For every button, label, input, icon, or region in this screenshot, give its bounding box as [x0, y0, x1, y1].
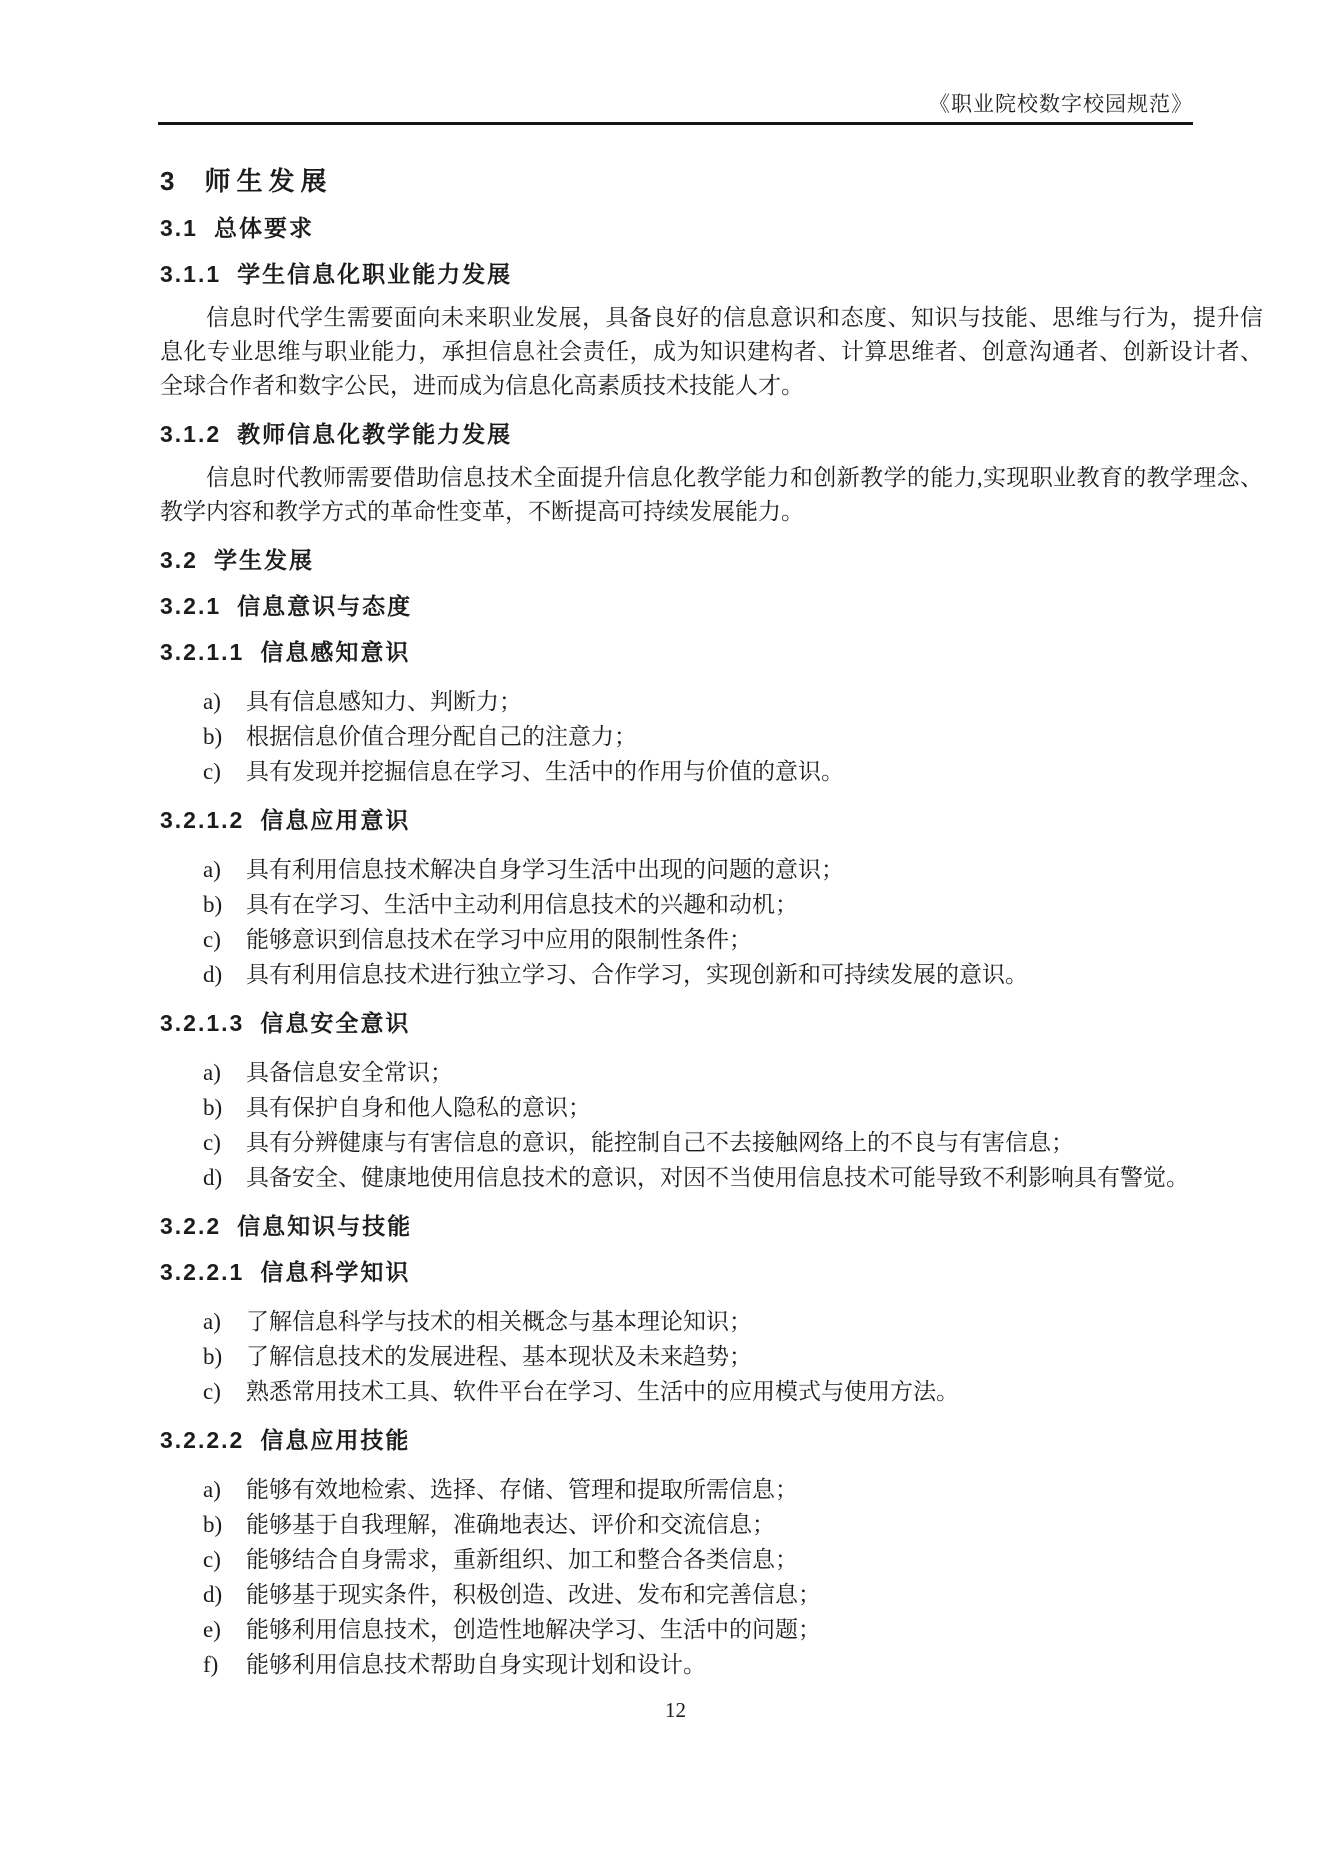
item-text: 具有保护自身和他人隐私的意识；: [246, 1095, 591, 1120]
item-text: 熟悉常用技术工具、软件平台在学习、生活中的应用模式与使用方法。: [246, 1379, 959, 1404]
clause-list: [203, 852, 1263, 992]
item-marker: a): [203, 1477, 221, 1502]
list-item: [203, 957, 1263, 992]
section-title: 信息应用意识: [260, 807, 411, 833]
item-marker: b): [203, 1095, 223, 1120]
clause-list: [203, 684, 1263, 789]
item-marker: f): [203, 1652, 219, 1677]
body-paragraph: 信息时代学生需要面向未来职业发展，具备良好的信息意识和态度、知识与技能、思维与行为，提升信息化专业思维与职业能力，承担信息社会责任，成为知识建构者、计算思维者、创意沟通者、创新设计者、全球合作者和数字公民，进而成为信息化高素质技术技能人才。: [160, 305, 1263, 398]
section-number: 3: [160, 166, 175, 196]
section-number: 3.2.2.1: [160, 1259, 245, 1285]
section-number: 3.2.1: [160, 593, 222, 619]
item-text: 具有利用信息技术解决自身学习生活中出现的问题的意识；: [246, 857, 844, 882]
section-title: 信息应用技能: [260, 1427, 411, 1453]
item-text: 能够基于自我理解，准确地表达、评价和交流信息；: [246, 1512, 775, 1537]
section-heading-3.2.2.2: [160, 1425, 1263, 1455]
item-text: 具有在学习、生活中主动利用信息技术的兴趣和动机；: [246, 892, 798, 917]
item-marker: d): [203, 1582, 223, 1607]
list-item: [203, 1125, 1263, 1160]
item-text: 能够有效地检索、选择、存储、管理和提取所需信息；: [246, 1477, 798, 1502]
section-title: 学生发展: [213, 547, 314, 573]
list-item: [203, 1542, 1263, 1577]
list-item: [203, 1160, 1263, 1195]
clause-list: [203, 1304, 1263, 1409]
section-number: 3.2.1.2: [160, 807, 245, 833]
item-marker: a): [203, 689, 221, 714]
list-item: [203, 922, 1263, 957]
page-footer: [158, 1698, 1193, 1722]
item-text: 具有利用信息技术进行独立学习、合作学习，实现创新和可持续发展的意识。: [246, 962, 1028, 987]
section-number: 3.2.1.1: [160, 639, 245, 665]
section-title: 师生发展: [204, 166, 333, 196]
item-text: 能够意识到信息技术在学习中应用的限制性条件；: [246, 927, 752, 952]
list-item: [203, 852, 1263, 887]
item-marker: c): [203, 927, 221, 952]
item-text: 能够结合自身需求，重新组织、加工和整合各类信息；: [246, 1547, 798, 1572]
item-marker: a): [203, 857, 221, 882]
section-title: 信息感知意识: [260, 639, 411, 665]
section-number: 3.2.2: [160, 1213, 222, 1239]
item-marker: b): [203, 1344, 223, 1369]
list-item: [203, 1339, 1263, 1374]
list-item: [203, 1577, 1263, 1612]
section-heading-3.2.2: [160, 1211, 1263, 1241]
list-item: [203, 754, 1263, 789]
list-item: [203, 719, 1263, 754]
section-number: 3.1.1: [160, 261, 222, 287]
section-number: 3.2.1.3: [160, 1010, 245, 1036]
list-item: [203, 887, 1263, 922]
list-item: [203, 1055, 1263, 1090]
item-marker: c): [203, 1547, 221, 1572]
section-number: 3.2: [160, 547, 198, 573]
item-text: 具有发现并挖掘信息在学习、生活中的作用与价值的意识。: [246, 759, 844, 784]
item-text: 了解信息科学与技术的相关概念与基本理论知识；: [246, 1309, 752, 1334]
item-marker: e): [203, 1617, 221, 1642]
section-heading-3.1: [160, 213, 1263, 243]
item-marker: b): [203, 892, 223, 917]
list-item: [203, 684, 1263, 719]
body-paragraph: 信息时代教师需要借助信息技术全面提升信息化教学能力和创新教学的能力,实现职业教育的教学理念、教学内容和教学方式的革命性变革，不断提高可持续发展能力。: [160, 465, 1263, 524]
section-number: 3.1.2: [160, 421, 222, 447]
item-text: 根据信息价值合理分配自己的注意力；: [246, 724, 637, 749]
item-marker: d): [203, 962, 223, 987]
clause-list: [203, 1055, 1263, 1195]
section-title: 信息科学知识: [260, 1259, 411, 1285]
section-heading-3: [160, 165, 1263, 197]
item-text: 能够利用信息技术，创造性地解决学习、生活中的问题；: [246, 1617, 821, 1642]
section-heading-3.2.2.1: [160, 1257, 1263, 1287]
item-marker: a): [203, 1309, 221, 1334]
item-text: 具有信息感知力、判断力；: [246, 689, 522, 714]
section-title: 信息意识与态度: [237, 593, 413, 619]
item-marker: c): [203, 1379, 221, 1404]
list-item: [203, 1374, 1263, 1409]
item-marker: b): [203, 724, 223, 749]
item-text: 了解信息技术的发展进程、基本现状及未来趋势；: [246, 1344, 752, 1369]
section-title: 总体要求: [213, 215, 314, 241]
list-item: [203, 1507, 1263, 1542]
section-heading-3.2: [160, 545, 1263, 575]
list-item: [203, 1304, 1263, 1339]
section-title: 教师信息化教学能力发展: [237, 421, 513, 447]
section-heading-3.2.1.3: [160, 1008, 1263, 1038]
section-title: 学生信息化职业能力发展: [237, 261, 513, 287]
item-text: 具备信息安全常识；: [246, 1060, 453, 1085]
section-title: 信息安全意识: [260, 1010, 411, 1036]
item-marker: c): [203, 759, 221, 784]
section-heading-3.1.2: [160, 419, 1263, 449]
item-text: 能够利用信息技术帮助自身实现计划和设计。: [246, 1652, 706, 1677]
item-marker: d): [203, 1165, 223, 1190]
section-number: 3.2.2.2: [160, 1427, 245, 1453]
page-number: 12: [665, 1698, 686, 1722]
item-marker: b): [203, 1512, 223, 1537]
section-title: 信息知识与技能: [237, 1213, 413, 1239]
list-item: [203, 1090, 1263, 1125]
clause-list: [203, 1472, 1263, 1682]
list-item: [203, 1647, 1263, 1682]
item-text: 具有分辨健康与有害信息的意识，能控制自己不去接触网络上的不良与有害信息；: [246, 1130, 1074, 1155]
section-heading-3.1.1: [160, 259, 1263, 289]
document-body: [160, 165, 1263, 1682]
item-text: 具备安全、健康地使用信息技术的意识，对因不当使用信息技术可能导致不利影响具有警觉。: [246, 1165, 1189, 1190]
section-heading-3.2.1: [160, 591, 1263, 621]
item-marker: a): [203, 1060, 221, 1085]
item-marker: c): [203, 1130, 221, 1155]
list-item: [203, 1612, 1263, 1647]
section-heading-3.2.1.1: [160, 637, 1263, 667]
doc-title: 《职业院校数字校园规范》: [929, 92, 1193, 116]
item-text: 能够基于现实条件，积极创造、改进、发布和完善信息；: [246, 1582, 821, 1607]
section-heading-3.2.1.2: [160, 805, 1263, 835]
list-item: [203, 1472, 1263, 1507]
page-header: [158, 0, 1193, 125]
section-number: 3.1: [160, 215, 198, 241]
